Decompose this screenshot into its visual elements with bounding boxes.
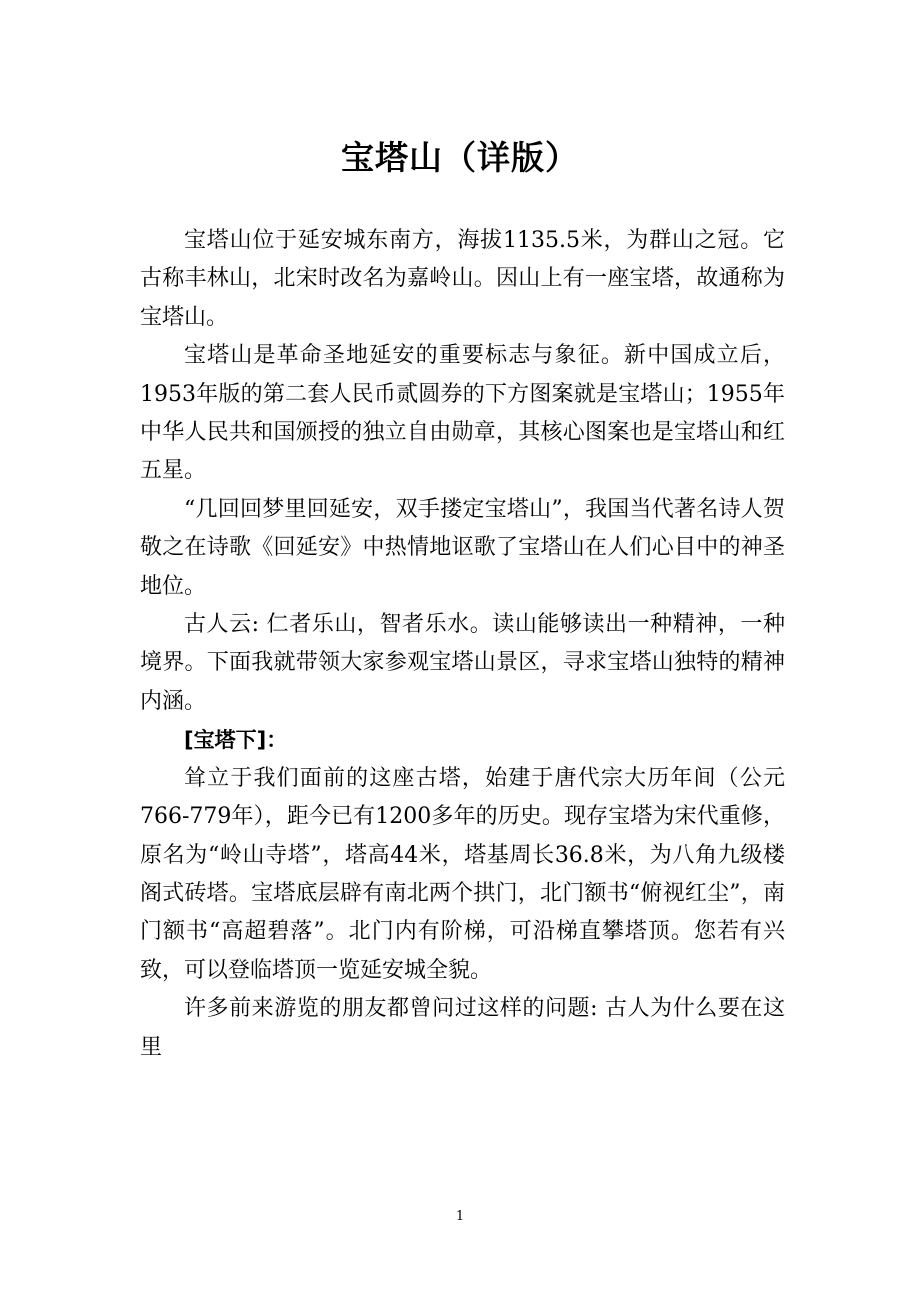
- document-title: 宝塔山（详版）: [341, 138, 579, 178]
- document-body: [140, 222, 785, 1067]
- paragraph-revolutionary-symbol: 宝塔山是革命圣地延安的重要标志与象征。新中国成立后，1953年版的第二套人民币贰圆券的下方图案就是宝塔山；1955年中华人民共和国颁授的独立自由勋章，其核心图案也是宝塔山和红五星。: [140, 343, 785, 484]
- page-number: 1: [455, 1209, 465, 1224]
- paragraph-tour-intro: 古人云: 仁者乐山，智者乐水。读山能够读出一种精神，一种境界。下面我就带领大家参观宝塔山景区，寻求宝塔山独特的精神内涵。: [140, 612, 785, 714]
- paragraph-intro-location: 宝塔山位于延安城东南方，海拔1135.5米，为群山之冠。它古称丰林山，北宋时改名为嘉岭山。因山上有一座宝塔，故通称为宝塔山。: [140, 228, 785, 330]
- paragraph-poem: “几回回梦里回延安，双手搂定宝塔山”，我国当代著名诗人贺敬之在诗歌《回延安》中热情地讴歌了宝塔山在人们心目中的神圣地位。: [140, 496, 785, 599]
- paragraph-pagoda-history: 耸立于我们面前的这座古塔，始建于唐代宗大历年间（公元766-779年），距今已有1200多年的历史。现存宝塔为宋代重修，原名为“岭山寺塔”，塔高44米，塔基周长36.8米，为八角九级楼阁式砖塔。宝塔底层辟有南北两个拱门，北门额书“俯视红尘”，南门额书“高超碧落”。北门内有阶梯，可沿梯直攀塔顶。您若有兴致，可以登临塔顶一览延安城全貌。: [140, 765, 785, 983]
- paragraph-visitor-question: 许多前来游览的朋友都曾问过这样的问题: 古人为什么要在这里: [140, 996, 785, 1060]
- section-heading-pagoda-base: [宝塔下]：: [184, 728, 288, 753]
